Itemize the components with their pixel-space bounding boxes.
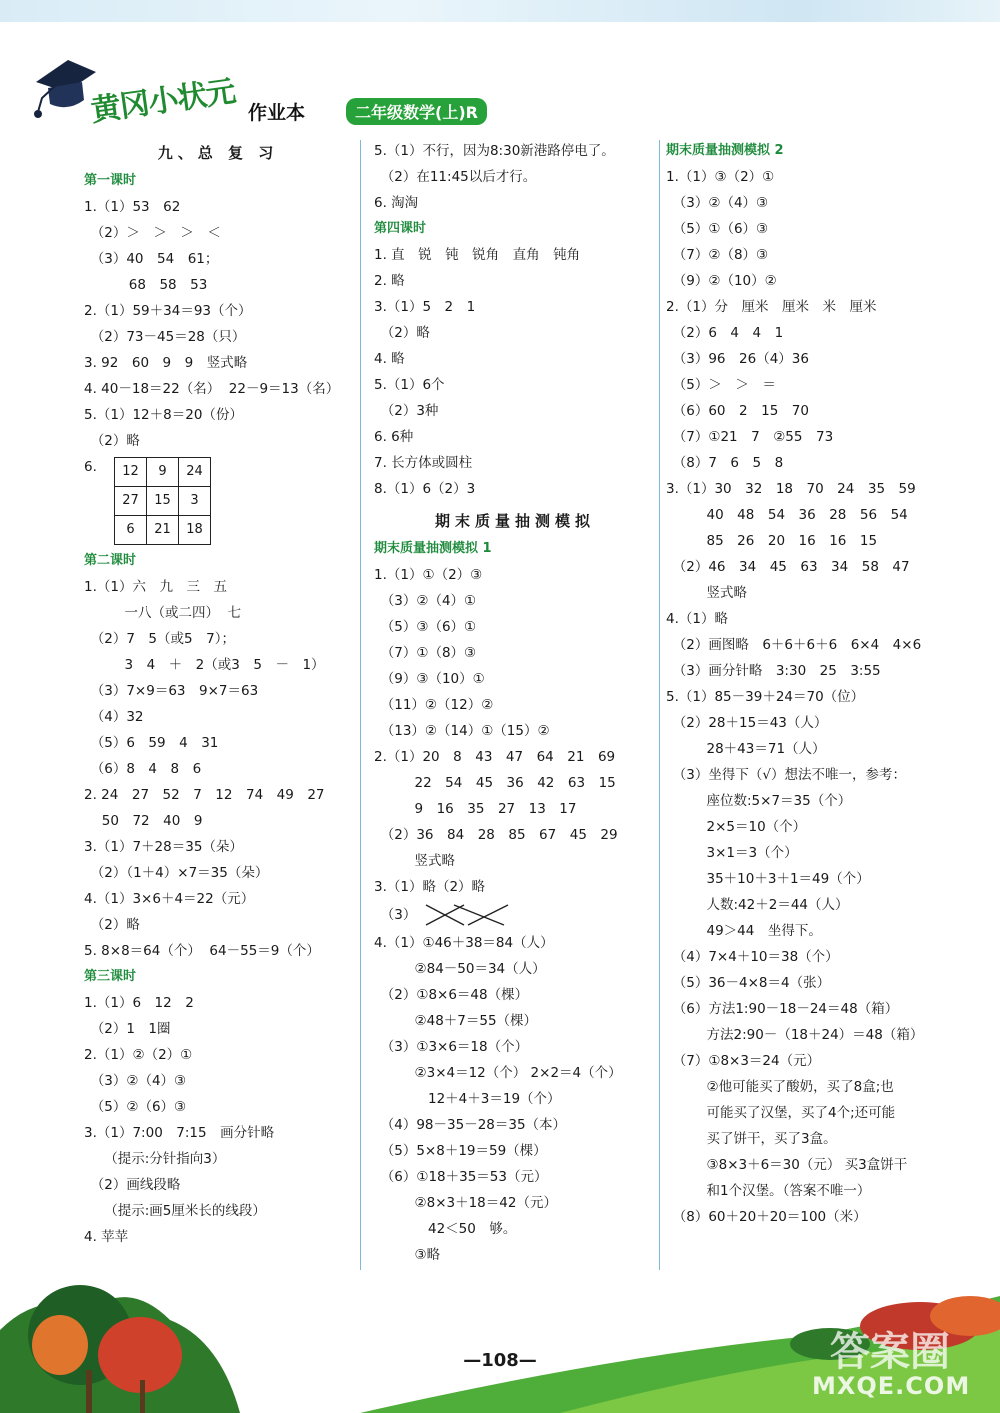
answer-line: 3.（1）7＋28＝35（朵） xyxy=(84,839,243,855)
section-heading: 第四课时 xyxy=(374,221,427,236)
answer-line: 3.（1）5 2 1 xyxy=(374,299,476,315)
answer-line: 22 54 45 36 42 63 15 xyxy=(374,775,616,791)
answer-line: 4.（1）3×6＋4＝22（元） xyxy=(84,891,255,907)
grade-badge: 二年级数学(上)R xyxy=(346,98,487,125)
answer-line: ③8×3＋6＝30（元） 买3盒饼干 xyxy=(666,1157,908,1173)
answer-line: 2.（1）59＋34＝93（个） xyxy=(84,303,252,319)
answer-line: （2）36 84 28 85 67 45 29 xyxy=(374,827,618,843)
crossing-lines-answer xyxy=(374,900,656,930)
answer-line: （6）方法1:90－18－24＝48（箱） xyxy=(666,1001,899,1017)
answer-line: （3）40 54 61； xyxy=(84,251,219,267)
chapter-title: 期末质量抽测模拟 xyxy=(434,512,595,530)
answer-line: 28＋43＝71（人） xyxy=(666,741,826,757)
answer-line: 1. 直 锐 钝 锐角 直角 钝角 xyxy=(374,247,581,263)
section-heading: 第一课时 xyxy=(84,173,137,188)
grid-cell: 3 xyxy=(179,487,211,516)
section-heading: 第三课时 xyxy=(84,969,137,984)
answer-line: （2）6 4 4 1 xyxy=(666,325,784,341)
answer-line: （3）坐得下（√）想法不唯一，参考： xyxy=(666,767,906,783)
answer-line: （2）略 xyxy=(84,433,140,449)
answer-line: 5. 8×8＝64（个） 64－55＝9（个） xyxy=(84,943,320,959)
header-logo-area xyxy=(28,52,478,130)
answer-line: （提示:画5厘米长的线段） xyxy=(84,1203,266,1219)
answer-line: 5.（1）12＋8＝20（份） xyxy=(84,407,243,423)
question-number: （3） xyxy=(374,907,417,923)
crossing-lines-figure xyxy=(424,902,514,928)
answer-line: 方法2:90－（18＋24）＝48（箱） xyxy=(666,1027,924,1043)
answer-line: （3）画分针略 3:30 25 3:55 xyxy=(666,663,881,679)
answer-line: ②他可能买了酸奶，买了8盒;也 xyxy=(666,1079,894,1095)
answer-line: （5）③（6）① xyxy=(374,619,477,635)
answer-line: 1.（1）53 62 xyxy=(84,199,181,215)
answer-line: 49＞44 坐得下。 xyxy=(666,923,822,939)
answer-line: 6. 6种 xyxy=(374,429,414,445)
answer-line: （3）②（4）① xyxy=(374,593,477,609)
answer-line: 竖式略 xyxy=(374,853,455,869)
answer-line: 2.（1）②（2）① xyxy=(84,1047,193,1063)
answer-line: 40 48 54 36 28 56 54 xyxy=(666,507,908,523)
answer-line: 1.（1）①（2）③ xyxy=(374,567,483,583)
autumn-trees-illustration xyxy=(0,1270,260,1413)
answer-line: （5）36－4×8＝4（张） xyxy=(666,975,831,991)
answer-line: （8）7 6 5 8 xyxy=(666,455,784,471)
chapter-title: 九、总 复 习 xyxy=(157,144,279,162)
answer-line: 8.（1）6（2）3 xyxy=(374,481,476,497)
section-heading: 期末质量抽测模拟 1 xyxy=(374,541,492,556)
answer-column-1 xyxy=(84,138,352,1250)
answer-line: （3）①3×6＝18（个） xyxy=(374,1039,529,1055)
answer-line: 2×5＝10（个） xyxy=(666,819,807,835)
grid-cell: 12 xyxy=(115,458,147,487)
answer-line: （2）28＋15＝43（人） xyxy=(666,715,828,731)
answer-line: （8）60＋20＋20＝100（米） xyxy=(666,1209,867,1225)
answer-line: 买了饼干，买了3盒。 xyxy=(666,1131,837,1147)
answer-line: 3.（1）略（2）略 xyxy=(374,879,486,895)
answer-line: 1.（1）6 12 2 xyxy=(84,995,194,1011)
answer-line: （2）略 xyxy=(374,325,430,341)
answer-line: 85 26 20 16 16 15 xyxy=(666,533,878,549)
answer-line: 3. 92 60 9 9 竖式略 xyxy=(84,355,248,371)
answer-line: （4）7×4＋10＝38（个） xyxy=(666,949,839,965)
answer-line: 4.（1）①46＋38＝84（人） xyxy=(374,935,554,951)
magic-square-grid xyxy=(114,457,211,545)
answer-line: （7）①8×3＝24（元） xyxy=(666,1053,821,1069)
answer-line: 35＋10＋3＋1＝49（个） xyxy=(666,871,870,887)
book-title: 作业本 xyxy=(248,102,306,124)
answer-line: （6）60 2 15 70 xyxy=(666,403,809,419)
grid-cell: 6 xyxy=(115,516,147,545)
answer-line: 7. 长方体或圆柱 xyxy=(374,455,473,471)
section-heading: 期末质量抽测模拟 2 xyxy=(666,143,784,158)
answer-line: （2）略 xyxy=(84,917,140,933)
answer-column-3 xyxy=(666,138,966,1230)
answer-line: ②84－50＝34（人） xyxy=(374,961,546,977)
answer-line: 3 4 ＋ 2（或3 5 － 1） xyxy=(84,657,325,673)
answer-line: 3×1＝3（个） xyxy=(666,845,798,861)
answer-line: ②3×4＝12（个） 2×2＝4（个） xyxy=(374,1065,622,1081)
answer-line: 6. 淘淘 xyxy=(374,195,419,211)
answer-line: 4. 略 xyxy=(374,351,405,367)
answer-line: （7）②（8）③ xyxy=(666,247,769,263)
answer-line: 42＜50 够。 xyxy=(374,1221,517,1237)
answer-line: （2）①8×6＝48（棵） xyxy=(374,987,529,1003)
answer-line: 和1个汉堡。（答案不唯一） xyxy=(666,1183,871,1199)
answer-line: （7）①21 7 ②55 73 xyxy=(666,429,834,445)
answer-line: （9）③（10）① xyxy=(374,671,485,687)
answer-line: 4. 苹苹 xyxy=(84,1229,129,1245)
answer-line: 2.（1）20 8 43 47 64 21 69 xyxy=(374,749,616,765)
answer-line: （2）画线段略 xyxy=(84,1177,181,1193)
answer-line: （5）①（6）③ xyxy=(666,221,769,237)
answer-line: ②8×3＋18＝42（元） xyxy=(374,1195,557,1211)
answer-line: （13）②（14）①（15）② xyxy=(374,723,550,739)
answer-line: （2）在11:45以后才行。 xyxy=(374,169,537,185)
answer-line: 68 58 53 xyxy=(84,277,208,293)
grid-cell: 21 xyxy=(147,516,179,545)
answer-line: （7）①（8）③ xyxy=(374,645,477,661)
answer-line: （2）73－45＝28（只） xyxy=(84,329,246,345)
answer-line: （9）②（10）② xyxy=(666,273,777,289)
answer-line: 一八（或二四） 七 xyxy=(84,605,242,621)
answer-line: 4.（1）略 xyxy=(666,611,728,627)
answer-line: 12＋4＋3＝19（个） xyxy=(374,1091,561,1107)
answer-line: （11）②（12）② xyxy=(374,697,494,713)
answer-line: 3.（1）7:00 7:15 画分针略 xyxy=(84,1125,275,1141)
answer-line: （3）7×9＝63 9×7＝63 xyxy=(84,683,259,699)
magic-square-answer xyxy=(84,454,352,548)
answer-line: （提示:分针指向3） xyxy=(84,1151,226,1167)
page-number: —108— xyxy=(463,1350,537,1371)
answer-line: 可能买了汉堡，买了4个;还可能 xyxy=(666,1105,896,1121)
top-sky-band xyxy=(0,0,1000,22)
answer-line: （5）5×8＋19＝59（棵） xyxy=(374,1143,547,1159)
question-number: 6. xyxy=(84,459,97,475)
answer-line: （2）（1＋4）×7＝35（朵） xyxy=(84,865,269,881)
answer-line: ②48＋7＝55（棵） xyxy=(374,1013,538,1029)
answer-line: （3）②（4）③ xyxy=(84,1073,187,1089)
grid-cell: 27 xyxy=(115,487,147,516)
answer-line: 9 16 35 27 13 17 xyxy=(374,801,577,817)
grid-cell: 18 xyxy=(179,516,211,545)
answer-line: 1.（1）六 九 三 五 xyxy=(84,579,227,595)
answer-line: 4. 40－18＝22（名） 22－9＝13（名） xyxy=(84,381,340,397)
answer-line: 座位数:5×7＝35（个） xyxy=(666,793,852,809)
section-heading: 第二课时 xyxy=(84,553,137,568)
answer-line: （3）96 26（4）36 xyxy=(666,351,809,367)
answer-line: 2. 24 27 52 7 12 74 49 27 xyxy=(84,787,325,803)
answer-line: （2）3种 xyxy=(374,403,439,419)
answer-line: 5.（1）6个 xyxy=(374,377,445,393)
answer-line: ③略 xyxy=(374,1247,441,1263)
answer-line: 1.（1）③（2）① xyxy=(666,169,775,185)
column-divider-2 xyxy=(659,140,660,1270)
answer-line: （2）46 34 45 63 34 58 47 xyxy=(666,559,910,575)
answer-line: 2. 略 xyxy=(374,273,405,289)
answer-line: （3）②（4）③ xyxy=(666,195,769,211)
series-logo: 黄冈小状元 xyxy=(88,74,238,129)
answer-line: （2）＞ ＞ ＞ ＜ xyxy=(84,225,221,241)
answer-line: （5）＞ ＞ ＝ xyxy=(666,377,776,393)
answer-line: 人数:42＋2＝44（人） xyxy=(666,897,849,913)
answer-line: （2）1 1圈 xyxy=(84,1021,171,1037)
answer-line: （5）6 59 4 31 xyxy=(84,735,219,751)
grid-cell: 9 xyxy=(147,458,179,487)
answer-line: 3.（1）30 32 18 70 24 35 59 xyxy=(666,481,916,497)
answer-line: （5）②（6）③ xyxy=(84,1099,187,1115)
watermark-logo: 答案圈 xyxy=(830,1329,950,1375)
answer-line: 2.（1）分 厘米 厘米 米 厘米 xyxy=(666,299,877,315)
answer-line: 竖式略 xyxy=(666,585,747,601)
answer-column-2 xyxy=(374,138,656,1268)
answer-line: （4）32 xyxy=(84,709,144,725)
answer-line: （2）画图略 6＋6＋6＋6 6×4 4×6 xyxy=(666,637,922,653)
answer-line: 5.（1）85－39＋24＝70（位） xyxy=(666,689,865,705)
answer-line: （4）98－35－28＝35（本） xyxy=(374,1117,567,1133)
column-divider-1 xyxy=(360,140,361,1270)
answer-line: （2）7 5（或5 7）； xyxy=(84,631,235,647)
answer-line: （6）①18＋35＝53（元） xyxy=(374,1169,548,1185)
answer-line: 50 72 40 9 xyxy=(84,813,203,829)
watermark-url: MXQE.COM xyxy=(812,1372,971,1400)
grid-cell: 24 xyxy=(179,458,211,487)
grid-cell: 15 xyxy=(147,487,179,516)
answer-line: （6）8 4 8 6 xyxy=(84,761,202,777)
answer-line: 5.（1）不行，因为8:30新港路停电了。 xyxy=(374,143,615,159)
